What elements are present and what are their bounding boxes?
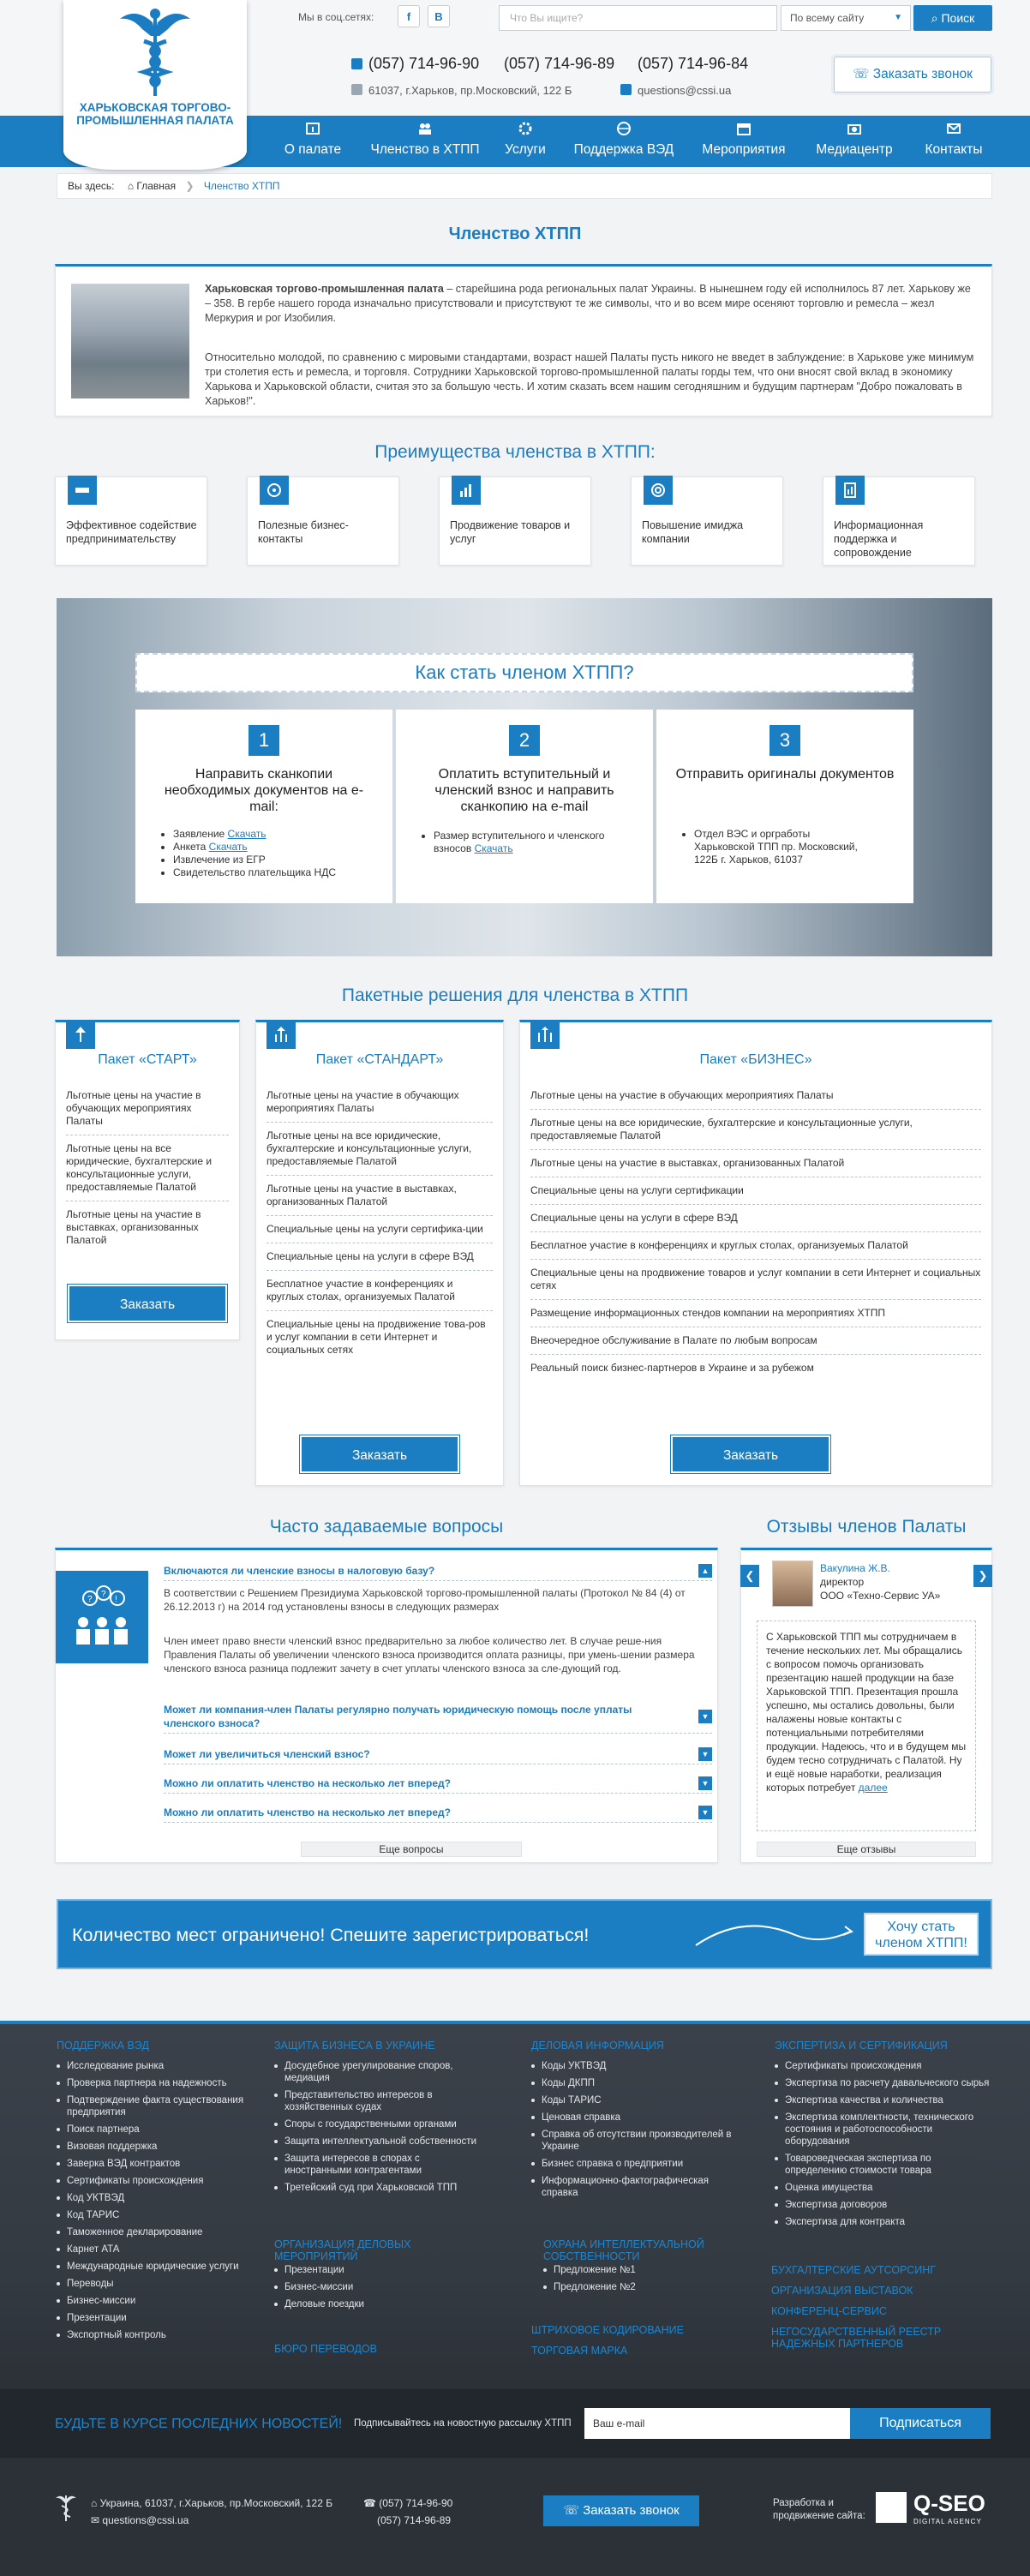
gear-icon (518, 121, 533, 136)
order-button[interactable]: Заказать (300, 1435, 459, 1473)
faq-question[interactable] (164, 1776, 712, 1794)
step-item-text: Размер вступительного и членского взносов (434, 830, 605, 854)
footer-link[interactable]: Международные юридические услуги (57, 2261, 271, 2273)
faq-card (55, 1548, 718, 1863)
package-card-standard (255, 1020, 504, 1486)
phone-3[interactable] (638, 55, 748, 73)
package-name: Пакет «СТАНДАРТ» (315, 1052, 444, 1067)
faq-question[interactable] (164, 1806, 712, 1823)
developer-name: Q-SEO (913, 2490, 985, 2516)
advantage-text: Полезные бизнес-контакты (258, 519, 349, 545)
footer-link[interactable]: Предложение №2 (543, 2281, 636, 2293)
cta-text: Количество мест ограничено! Спешите зарегистрироваться! (72, 1925, 590, 1945)
advantage-text: Информационная поддержка и сопровождение (834, 519, 924, 559)
chevron-down-icon[interactable]: ▼ (698, 1710, 712, 1723)
contacts-icon (260, 476, 289, 505)
footer-email[interactable] (91, 2514, 189, 2526)
footer-link[interactable]: Экспертиза по расчету давальческого сырья (775, 2077, 994, 2089)
review-text-box (757, 1620, 976, 1831)
phone-1-text: (057) 714-96-90 (368, 55, 480, 72)
package-feature: Льготные цены на участие в обучающих мероприятиях Палаты (66, 1089, 201, 1127)
footer-col-ip (543, 2264, 636, 2298)
footer-heading[interactable]: ОРГАНИЗАЦИЯ ДЕЛОВЫХ МЕРОПРИЯТИЙ (274, 2238, 411, 2262)
nav-item-membership[interactable] (360, 116, 490, 167)
about-paragraph-1 (205, 282, 976, 326)
package-name: Пакет «СТАРТ» (98, 1052, 197, 1067)
package-features (66, 1082, 229, 1254)
package-feature: Льготные цены на участие в выставках, организованных Палатой (66, 1201, 229, 1254)
advantage-card (247, 476, 399, 566)
faq-people-icon (56, 1571, 148, 1663)
package-feature: Специальные цены на продвижение товаров и услуг компании в сети Интернет и социальных сетях (530, 1259, 981, 1299)
download-link[interactable]: Скачать (227, 828, 266, 840)
list-item (173, 841, 380, 854)
footer-col-ved (57, 2040, 271, 2346)
package-features (266, 1082, 493, 1363)
package-feature: Специальные цены на услуги в сфере ВЭД (530, 1204, 981, 1231)
site-logo[interactable] (63, 0, 247, 170)
footer-link[interactable]: Заверка ВЭД контрактов (57, 2158, 271, 2170)
how-title: Как стать членом ХТПП? (135, 653, 913, 692)
arrow-swoosh-icon (692, 1920, 855, 1950)
faq-answer: Член имеет право внести членский взнос предварительно за любое количество лет. В случае реше-ния Правления Палаты об увеличении членского взноса производится оплата разницы, при умень-шении размера членского взноса разница подлежит зачету в счет уплаты членского взноса за сле-дующий год. (164, 1635, 695, 1674)
target-icon (644, 476, 673, 505)
footer-link[interactable]: Проверка партнера на надежность (57, 2077, 271, 2089)
order-button[interactable]: Заказать (68, 1285, 227, 1322)
footer-link[interactable]: Справка об отсутствии производителей в Украине (531, 2129, 746, 2153)
nav-label: Членство в ХТПП (370, 142, 480, 157)
search-scope-value: По всему сайту (790, 12, 865, 24)
list-item (173, 866, 380, 879)
step-title: Оплатить вступительный и членский взнос и направить сканкопию на e-mail (434, 767, 614, 814)
footer-link[interactable]: Подтверждение факта существования предприятия (57, 2094, 271, 2118)
page-title: Членство ХТПП (448, 225, 582, 243)
advantage-text: Повышение имиджа компании (642, 519, 744, 545)
review-next-arrow[interactable]: ❯ (973, 1565, 992, 1587)
list-item (694, 828, 862, 866)
step-card (135, 710, 392, 903)
footer-link[interactable]: Переводы (57, 2278, 271, 2290)
footer-link[interactable]: Ценовая справка (531, 2112, 746, 2124)
packages-title: Пакетные решения для членства в ХТПП (341, 985, 689, 1005)
step-item-text: Извлечение из ЕГР (173, 854, 266, 866)
footer-col-protection (274, 2040, 488, 2199)
nav-label: Мероприятия (702, 142, 786, 157)
faq-question-text: Может ли компания-член Палаты регулярно получать юридическую помощь после уплаты членского взноса? (164, 1704, 632, 1729)
faq-question-text: Можно ли оплатить членство на несколько лет вперед? (164, 1777, 451, 1789)
more-reviews-button[interactable]: Еще отзывы (757, 1842, 976, 1857)
footer-list (775, 2060, 994, 2228)
breadcrumb-home[interactable]: Главная (136, 180, 177, 192)
footer-list (543, 2264, 636, 2293)
step-item-text: Отдел ВЭС и оргработы Харьковской ТПП пр. Московский, 122Б г. Харьков, 61037 (694, 828, 858, 866)
package-feature: Льготные цены на участие в выставках, организованных Палатой (530, 1149, 981, 1177)
how-to-join-section (57, 598, 992, 956)
faq-question[interactable] (164, 1703, 712, 1734)
package-card-business (519, 1020, 992, 1486)
package-card-start (55, 1020, 240, 1340)
faq-question-text: Может ли увеличиться членский взнос? (164, 1748, 370, 1760)
advantage-card (631, 476, 783, 566)
cta-banner (57, 1899, 992, 1969)
join-button[interactable]: Хочу стать членом ХТПП! (864, 1913, 979, 1956)
footer-heading[interactable]: ОХРАНА ИНТЕЛЛЕКТУАЛЬНОЙ СОБСТВЕННОСТИ (543, 2238, 704, 2262)
footer-col-title[interactable]: ЭКСПЕРТИЗА И СЕРТИФИКАЦИЯ (775, 2040, 948, 2052)
footer-phone-1[interactable] (363, 2497, 452, 2509)
package-feature: Специальные цены на продвижение това-ров и услуг компании в сети Интернет и социальных сетях (266, 1310, 493, 1363)
footer-heading[interactable]: БУХГАЛТЕРСКИЕ АУТСОРСИНГ (771, 2264, 937, 2276)
footer-link[interactable]: Информационно-фактографическая справка (531, 2175, 746, 2199)
camera-icon (847, 121, 862, 136)
nav-item-ved[interactable] (566, 116, 682, 167)
step-item-text: Свидетельство плательщика НДС (173, 866, 337, 878)
phone-icon: ☎ (363, 2497, 380, 2509)
phone-icon (351, 58, 362, 69)
faq-title: Часто задаваемые вопросы (269, 1517, 504, 1537)
step-list (434, 830, 641, 855)
breadcrumb-current: Членство ХТПП (203, 180, 280, 192)
users-icon (417, 121, 433, 136)
footer-link[interactable]: Презентации (274, 2264, 364, 2276)
footer-link[interactable]: Коды ДКПП (531, 2077, 746, 2089)
envelope-icon (946, 121, 961, 136)
footer-heading[interactable]: ТОРГОВАЯ МАРКА (531, 2345, 628, 2357)
faq-question-open[interactable] (164, 1564, 712, 1581)
footer-bottom (0, 2458, 1030, 2576)
footer-list (274, 2060, 488, 2194)
nav-item-about[interactable] (274, 116, 351, 167)
footer-email-text: questions@cssi.ua (102, 2514, 189, 2526)
footer-heading[interactable]: КОНФЕРЕНЦ-СЕРВИС (771, 2305, 887, 2317)
breadcrumb-label: Вы здесь: (68, 180, 115, 192)
footer-link[interactable]: Деловые поездки (274, 2298, 364, 2310)
step-number: 1 (249, 725, 279, 756)
home-icon: ⌂ (127, 180, 135, 192)
nav-label: Поддержка ВЭД (573, 142, 674, 157)
subscribe-button[interactable]: Подписаться (850, 2408, 991, 2439)
mail-icon (620, 84, 632, 95)
list-item (173, 828, 380, 841)
phone-call-icon: ☏ (853, 67, 873, 81)
footer-col-events (274, 2264, 364, 2315)
phone-3-text: (057) 714-96-84 (638, 55, 749, 72)
step-number: 3 (770, 725, 800, 756)
callback-label: Заказать звонок (872, 67, 973, 81)
footer-link[interactable]: Защита интересов в спорах с иностранными контрагентами (274, 2153, 488, 2177)
facebook-icon[interactable]: f (398, 5, 420, 27)
package-feature: Специальные цены на услуги в сфере ВЭД (266, 1243, 493, 1270)
reviewer-role: директор (820, 1576, 865, 1588)
newsletter-subtitle: Подписывайтесь на новостную рассылку ХТПП (354, 2418, 572, 2429)
phone-call-icon: ☏ (563, 2503, 584, 2518)
step-number: 2 (509, 725, 540, 756)
advantage-card (823, 476, 975, 566)
footer-list (57, 2060, 271, 2341)
footer-link[interactable]: Сертификаты происхождения (775, 2060, 994, 2072)
footer-link[interactable]: Предложение №1 (543, 2264, 636, 2276)
footer-link[interactable]: Досудебное урегулирование споров, медиация (274, 2060, 488, 2084)
advantage-text: Эффективное содействие предпринимательству (66, 519, 197, 545)
more-questions-button[interactable]: Еще вопросы (301, 1842, 522, 1857)
package-feature: Бесплатное участие в конференциях и круглых столах, организуемых Палатой (266, 1270, 493, 1310)
avatar (772, 1561, 813, 1607)
footer-link[interactable]: Представительство интересов в хозяйственных судах (274, 2089, 488, 2113)
advantage-card (439, 476, 591, 566)
bar-chart-icon (452, 476, 481, 505)
search-button-label: Поиск (941, 11, 975, 25)
callback-button[interactable] (834, 57, 991, 93)
footer-callback-button[interactable] (543, 2495, 699, 2526)
building-photo (71, 284, 189, 398)
step-title: Направить сканкопии необходимых документов на e-mail: (164, 767, 364, 814)
footer-link[interactable]: Бизнес справка о предприятии (531, 2158, 746, 2170)
footer-col-title[interactable]: ДЕЛОВАЯ ИНФОРМАЦИЯ (531, 2040, 664, 2052)
nav-label: Медиацентр (816, 142, 893, 157)
footer-link[interactable]: Оценка имущества (775, 2182, 994, 2194)
package-feature: Специальные цены на услуги сертификации (530, 1177, 981, 1204)
step-item-text: Анкета (173, 841, 207, 853)
arrow-up-icon (66, 1020, 95, 1049)
package-name: Пакет «БИЗНЕС» (699, 1052, 812, 1067)
step-title: Отправить оригиналы документов (675, 767, 895, 782)
handshake-icon (68, 476, 97, 505)
qseo-logo-icon[interactable] (876, 2492, 907, 2523)
nav-label: О палате (284, 142, 342, 157)
order-button[interactable]: Заказать (671, 1435, 830, 1473)
phone-1[interactable] (351, 55, 479, 73)
footer-link[interactable]: Экспертиза комплектности, технического состояния и работоспособности оборудования (775, 2112, 994, 2148)
phone-2-text: (057) 714-96-89 (504, 55, 615, 72)
advantage-card (55, 476, 207, 566)
vk-icon[interactable]: В (428, 5, 450, 27)
svg-text:!: ! (115, 1595, 117, 1604)
home-icon (351, 84, 362, 95)
footer-link[interactable]: Экспертиза для контракта (775, 2216, 994, 2228)
download-link[interactable]: Скачать (208, 841, 248, 853)
caduceus-logo-icon (55, 2494, 77, 2521)
info-icon (305, 121, 320, 136)
footer-phone-text: (057) 714-96-90 (379, 2497, 453, 2509)
footer-address (91, 2497, 332, 2509)
arrows-up-icon (266, 1020, 296, 1049)
nav-item-media[interactable] (809, 116, 900, 167)
footer-callback-label: Заказать звонок (583, 2503, 680, 2518)
footer-link[interactable]: Бизнес-миссии (274, 2281, 364, 2293)
package-feature: Специальные цены на услуги сертифика-ции (266, 1215, 493, 1243)
about-paragraph-2: Относительно молодой, по сравнению с мировыми стандартами, возраст нашей Палаты пусть никого не введет в заблуждение: в Харькове уже минимум три столетия есть и ремесла, и торговля. Сотрудники Харьковской торгово-промышленной палаты горды тем, что они вносят свой вклад в экономику Харькова и Харьковской области, считая это за большую честь. И хотим сказать всем нашим сегодняшним и будущим партнерам "Добро пожаловать в Харьков!". (205, 351, 974, 407)
phone-2[interactable] (504, 55, 614, 73)
faq-question[interactable] (164, 1747, 712, 1764)
package-feature: Реальный поиск бизнес-партнеров в Украине и за рубежом (530, 1354, 981, 1381)
nav-label: Контакты (925, 142, 983, 157)
about-card (55, 264, 992, 416)
footer-link[interactable]: Коды УКТВЭД (531, 2060, 746, 2072)
arrows-spread-icon (530, 1020, 560, 1049)
package-feature: Внеочередное обслуживание в Палате по любым вопросам (530, 1327, 981, 1354)
footer-heading[interactable]: НЕГОСУДАРСТВЕННЫЙ РЕЕСТР НАДЕЖНЫХ ПАРТНЕРОВ (771, 2326, 942, 2350)
footer-link[interactable]: Код УКТВЭД (57, 2192, 271, 2204)
search-input[interactable]: Что Вы ищите? (499, 5, 777, 31)
footer-link[interactable]: Сертификаты происхождения (57, 2175, 271, 2187)
download-link[interactable]: Скачать (474, 842, 513, 854)
footer-link[interactable]: Защита интеллектуальной собственности (274, 2136, 488, 2148)
package-feature: Льготные цены на участие в обучающих мероприятиях Палаты (530, 1089, 834, 1101)
footer-list (274, 2264, 364, 2310)
header-address (351, 84, 572, 97)
document-chart-icon (835, 476, 865, 505)
footer-link[interactable]: Экспертиза договоров (775, 2199, 994, 2211)
nav-label: Услуги (505, 142, 546, 157)
list-item (434, 830, 641, 855)
footer-link[interactable]: Карнет АТА (57, 2244, 271, 2255)
svg-text:?: ? (87, 1595, 93, 1604)
caduceus-logo-icon (118, 7, 192, 98)
footer-heading[interactable]: БЮРО ПЕРЕВОДОВ (274, 2343, 377, 2355)
footer-phone-2[interactable] (377, 2514, 451, 2526)
footer-col-info (531, 2040, 746, 2204)
review-prev-arrow[interactable]: ❮ (740, 1565, 759, 1587)
footer-link[interactable]: Товароведческая экспертиза по определению стоимости товара (775, 2153, 994, 2177)
package-feature: Льготные цены на все юридические, бухгалтерские и консультационные услуги, предоставляемые Палатой (266, 1122, 493, 1175)
footer-col-title[interactable]: ПОДДЕРЖКА ВЭД (57, 2040, 149, 2052)
package-feature: Льготные цены на все юридические, бухгалтерские и консультационные услуги, предоставляемые Палатой (66, 1135, 229, 1201)
package-feature: Бесплатное участие в конференциях и круглых столах, организуемых Палатой (530, 1231, 981, 1259)
step-card (656, 710, 913, 903)
faq-question-text: Можно ли оплатить членство на несколько лет вперед? (164, 1806, 451, 1818)
footer-link[interactable]: Поиск партнера (57, 2124, 271, 2136)
footer-link[interactable]: Споры с государственными органами (274, 2118, 488, 2130)
nav-item-services[interactable] (495, 116, 555, 167)
chevron-down-icon[interactable]: ▼ (698, 1776, 712, 1790)
footer-link[interactable]: Экспортный контроль (57, 2329, 271, 2341)
about-text-1: – старейшина рода региональных палат Украины. В нынешнем году ей исполнилось 87 лет. Харькову же – 358. В гербе нашего города изначально присутствовали и присутствуют те же символы, что и во всем мире осеняют торговлю и ремесла – жезл Меркурия и рог Изобилия. (205, 283, 971, 324)
step-card (396, 710, 653, 903)
search-icon: ⌕ (931, 11, 938, 25)
footer-link[interactable]: Таможенное декларирование (57, 2226, 271, 2238)
reviews-title: Отзывы членов Палаты (766, 1517, 967, 1537)
social-label: Мы в соц.сетях: (298, 11, 374, 23)
package-feature: Льготные цены на участие в выставках, организованных Палатой (266, 1175, 493, 1215)
logo-name: ХАРЬКОВСКАЯ ТОРГОВО-ПРОМЫШЛЕННАЯ ПАЛАТА (76, 101, 234, 127)
list-item (173, 854, 380, 866)
reviewer-name: Вакулина Ж.В. (820, 1562, 890, 1574)
developer-label: Разработка и продвижение сайта: (773, 2498, 865, 2521)
step-list (694, 828, 862, 866)
review-more-link[interactable]: далее (858, 1782, 888, 1794)
breadcrumb (57, 173, 992, 199)
footer-link[interactable]: Коды ТАРИС (531, 2094, 746, 2106)
footer-link[interactable]: Визовая поддержка (57, 2141, 271, 2153)
search-button[interactable] (913, 5, 992, 31)
package-features (530, 1082, 981, 1381)
chevron-down-icon[interactable]: ▼ (698, 1806, 712, 1819)
developer-sub: DIGITAL AGENCY (913, 2518, 982, 2525)
chevron-right-icon: ❯ (185, 180, 195, 192)
package-feature: Льготные цены на участие в обучающих мероприятиях Палаты (266, 1089, 459, 1114)
chevron-down-icon[interactable]: ▼ (698, 1747, 712, 1761)
footer-col-expertise (775, 2040, 994, 2233)
footer-link[interactable]: Исследование рынка (57, 2060, 271, 2072)
reviewer-company: ООО «Техно-Сервис УА» (820, 1590, 941, 1602)
search-scope-select[interactable] (781, 5, 911, 31)
mail-icon: ✉ (91, 2514, 103, 2526)
reviews-card (740, 1548, 992, 1863)
footer-link[interactable]: Презентации (57, 2312, 271, 2324)
header-address-text: 61037, г.Харьков, пр.Московский, 122 Б (368, 84, 572, 97)
calendar-icon (736, 121, 752, 136)
footer-phone-text: (057) 714-96-89 (377, 2514, 452, 2526)
advantage-text: Продвижение товаров и услуг (450, 519, 571, 545)
footer-col-title[interactable]: ЗАЩИТА БИЗНЕСА В УКРАИНЕ (274, 2040, 435, 2052)
nav-item-events[interactable] (694, 116, 793, 167)
svg-text:?: ? (101, 1590, 106, 1599)
nav-item-contacts[interactable] (915, 116, 992, 167)
footer-heading[interactable]: ШТРИХОВОЕ КОДИРОВАНИЕ (531, 2324, 684, 2336)
step-item-text: Заявление (173, 828, 225, 840)
about-bold: Харьковская торгово-промышленная палата (205, 283, 444, 295)
package-feature: Льготные цены на все юридические, бухгалтерские и консультационные услуги, предоставляемые Палатой (530, 1109, 981, 1149)
faq-question-text: Включаются ли членские взносы в налоговую базу? (164, 1565, 435, 1577)
newsletter-bar (0, 2389, 1030, 2458)
review-text: С Харьковской ТПП мы сотрудничаем в течение нескольких лет. Мы обращались с вопросом помочь организовать презентацию нашей продукции на базе Харьковской ТПП. Презентация прошла успешно, мы остались довольны, были налажены новые контакты с потенциальными потребителями продукции. Надеюсь, что и в будущем мы будем тесно сотрудничать с Палатой. Ну и ещё новые наработки, реализация которых потребует (766, 1631, 967, 1794)
advantages-title: Преимущества членства в ХТПП: (374, 442, 656, 462)
faq-answer: В соответствии с Решением Президиума Харьковской торгово-промышленной палаты (Протокол № 84 (4) от 26.12.2013 г) на 2014 год установлены взносы в следующих размерах (164, 1587, 686, 1613)
package-feature: Размещение информационных стендов компании на мероприятиях ХТПП (530, 1299, 981, 1327)
footer-address-text: Украина, 61037, г.Харьков, пр.Московский, 122 Б (99, 2497, 333, 2509)
step-list (173, 828, 380, 879)
footer-link[interactable]: Код ТАРИС (57, 2209, 271, 2221)
footer-link[interactable]: Экспертиза качества и количества (775, 2094, 994, 2106)
footer-link[interactable]: Бизнес-миссии (57, 2295, 271, 2307)
globe-icon (616, 121, 632, 136)
header-email-text: questions@cssi.ua (638, 84, 732, 97)
chevron-down-icon: ▼ (894, 13, 902, 22)
chevron-up-icon[interactable]: ▲ (698, 1564, 712, 1578)
home-icon: ⌂ (91, 2497, 100, 2509)
footer-link[interactable]: Третейский суд при Харьковской ТПП (274, 2182, 488, 2194)
newsletter-email-input[interactable]: Ваш e-mail (584, 2408, 850, 2439)
newsletter-label: БУДЬТЕ В КУРСЕ ПОСЛЕДНИХ НОВОСТЕЙ! (55, 2417, 343, 2431)
footer-heading[interactable]: ОРГАНИЗАЦИЯ ВЫСТАВОК (771, 2285, 913, 2297)
footer-list (531, 2060, 746, 2199)
header-email[interactable] (620, 84, 731, 97)
